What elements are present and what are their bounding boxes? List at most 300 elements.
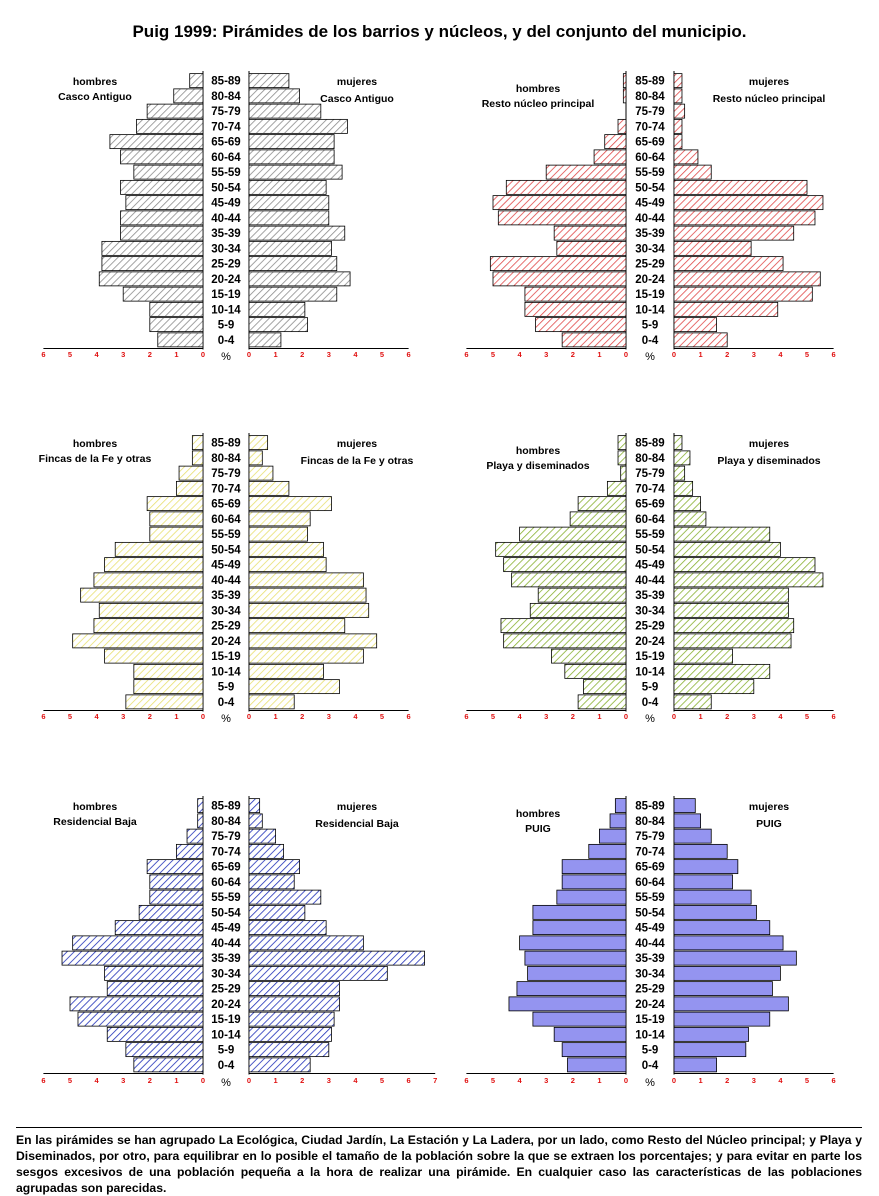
male-bar-70-74 bbox=[618, 119, 626, 133]
age-group-label: 80-84 bbox=[635, 815, 665, 828]
male-bar-15-19 bbox=[78, 1012, 203, 1026]
male-bar-40-44 bbox=[498, 211, 626, 225]
female-header: mujeres bbox=[336, 438, 378, 450]
female-tick-label: 3 bbox=[326, 350, 331, 359]
footnote: En las pirámides se han agrupado La Ecológica, Ciudad Jardín, La Estación y La Ladera, por un lado, como Resto del Núcleo principal; y Playa y Diseminados, por otro, para equilibrar en lo posible el tamaño de la población sobre la que se extraen los porcentajes; y para evitar en parte los sesgos excesivos de una población pequeña a la hora de realizar una pirámide. En cualquier caso las características de las poblaciones agrupadas son parecidas. bbox=[16, 1133, 862, 1195]
age-group-label: 20-24 bbox=[635, 635, 665, 648]
female-bar-55-59 bbox=[249, 890, 321, 904]
female-bar-20-24 bbox=[249, 997, 339, 1011]
female-bar-30-34 bbox=[674, 241, 751, 255]
male-tick-label: 0 bbox=[623, 712, 629, 721]
female-bar-45-49 bbox=[249, 921, 326, 935]
female-header: mujeres bbox=[336, 76, 378, 88]
male-tick-label: 0 bbox=[200, 1076, 206, 1085]
female-bar-75-79 bbox=[249, 104, 321, 118]
age-group-label: 70-74 bbox=[211, 846, 241, 859]
pyramid-4 bbox=[464, 433, 835, 725]
male-bar-75-79 bbox=[599, 829, 626, 843]
female-bar-15-19 bbox=[674, 287, 812, 301]
male-bar-35-39 bbox=[554, 226, 626, 240]
male-tick-label: 6 bbox=[41, 350, 46, 359]
female-tick-label: 2 bbox=[300, 1076, 305, 1085]
age-group-label: 55-59 bbox=[635, 892, 665, 905]
age-group-label: 10-14 bbox=[211, 304, 241, 317]
female-tick-label: 0 bbox=[246, 712, 252, 721]
female-bar-60-64 bbox=[249, 512, 310, 526]
female-tick-label: 5 bbox=[379, 1076, 385, 1085]
male-bar-50-54 bbox=[533, 905, 626, 919]
male-bar-40-44 bbox=[94, 573, 203, 587]
male-bar-55-59 bbox=[150, 890, 203, 904]
male-bar-65-69 bbox=[147, 497, 203, 511]
female-subtitle: Casco Antiguo bbox=[320, 93, 394, 105]
age-group-label: 75-79 bbox=[211, 831, 241, 844]
female-bar-60-64 bbox=[674, 150, 698, 164]
male-bar-10-14 bbox=[107, 1027, 203, 1041]
male-tick-label: 0 bbox=[200, 712, 206, 721]
age-group-label: 25-29 bbox=[635, 983, 665, 996]
female-bar-75-79 bbox=[249, 466, 273, 480]
female-header: mujeres bbox=[336, 801, 378, 813]
male-bar-60-64 bbox=[570, 512, 626, 526]
age-group-label: 10-14 bbox=[211, 666, 241, 679]
male-bar-10-14 bbox=[554, 1027, 626, 1041]
age-group-label: 85-89 bbox=[635, 75, 665, 88]
female-bar-70-74 bbox=[674, 119, 682, 133]
age-group-label: 70-74 bbox=[211, 483, 241, 496]
male-bar-30-34 bbox=[557, 241, 626, 255]
age-group-label: 55-59 bbox=[635, 167, 665, 180]
male-tick-label: 0 bbox=[623, 350, 629, 359]
age-group-label: 20-24 bbox=[635, 273, 665, 286]
male-bar-70-74 bbox=[589, 844, 626, 858]
age-group-label: 35-39 bbox=[635, 590, 665, 603]
female-bar-55-59 bbox=[249, 165, 342, 179]
male-tick-label: 2 bbox=[147, 350, 152, 359]
male-tick-label: 2 bbox=[147, 712, 152, 721]
male-bar-85-89 bbox=[623, 74, 626, 88]
male-tick-label: 1 bbox=[597, 350, 602, 359]
female-tick-label: 6 bbox=[406, 350, 411, 359]
male-bar-65-69 bbox=[605, 135, 626, 149]
male-bar-20-24 bbox=[509, 997, 626, 1011]
male-tick-label: 1 bbox=[174, 712, 179, 721]
age-group-label: 5-9 bbox=[641, 319, 659, 332]
male-bar-30-34 bbox=[105, 966, 203, 980]
female-bar-5-9 bbox=[249, 1043, 329, 1057]
female-bar-40-44 bbox=[674, 573, 823, 587]
female-tick-label: 4 bbox=[778, 1076, 783, 1085]
age-group-label: 65-69 bbox=[211, 861, 241, 874]
age-group-label: 40-44 bbox=[211, 937, 241, 950]
age-group-label: 45-49 bbox=[211, 197, 241, 210]
male-tick-label: 5 bbox=[490, 712, 496, 721]
age-group-label: 50-54 bbox=[211, 544, 241, 557]
age-group-label: 25-29 bbox=[211, 620, 241, 633]
age-group-label: 55-59 bbox=[635, 529, 665, 542]
male-bar-60-64 bbox=[150, 512, 203, 526]
female-tick-label: 2 bbox=[300, 350, 305, 359]
age-group-label: 80-84 bbox=[635, 452, 665, 465]
female-subtitle: Residencial Baja bbox=[315, 818, 399, 830]
female-header: mujeres bbox=[748, 76, 790, 88]
male-bar-60-64 bbox=[150, 875, 203, 889]
male-bar-80-84 bbox=[623, 89, 626, 103]
unit-label: % bbox=[221, 1077, 231, 1089]
male-subtitle: Playa y diseminados bbox=[486, 460, 590, 472]
age-group-label: 20-24 bbox=[211, 635, 241, 648]
female-bar-65-69 bbox=[249, 497, 331, 511]
male-bar-15-19 bbox=[552, 649, 626, 663]
age-group-label: 30-34 bbox=[635, 968, 665, 981]
male-bar-80-84 bbox=[618, 451, 626, 465]
male-bar-25-29 bbox=[102, 257, 203, 271]
female-bar-60-64 bbox=[249, 150, 334, 164]
age-group-label: 65-69 bbox=[211, 498, 241, 511]
male-bar-45-49 bbox=[126, 196, 203, 210]
age-group-label: 65-69 bbox=[635, 136, 665, 149]
age-group-label: 40-44 bbox=[635, 937, 665, 950]
age-group-label: 40-44 bbox=[211, 212, 241, 225]
age-group-label: 60-64 bbox=[211, 513, 241, 526]
female-tick-label: 6 bbox=[831, 350, 836, 359]
female-bar-5-9 bbox=[674, 318, 717, 332]
female-tick-label: 4 bbox=[353, 712, 358, 721]
female-bar-0-4 bbox=[249, 1058, 310, 1072]
female-bar-5-9 bbox=[249, 318, 308, 332]
male-bar-35-39 bbox=[81, 588, 203, 602]
male-tick-label: 6 bbox=[41, 1076, 46, 1085]
male-bar-40-44 bbox=[121, 211, 203, 225]
male-subtitle: Resto núcleo principal bbox=[481, 98, 595, 110]
male-tick-label: 5 bbox=[490, 1076, 496, 1085]
female-bar-5-9 bbox=[674, 680, 754, 694]
age-group-label: 35-39 bbox=[635, 228, 665, 241]
female-tick-label: 0 bbox=[246, 350, 252, 359]
age-group-label: 50-54 bbox=[635, 907, 665, 920]
age-group-label: 30-34 bbox=[635, 605, 665, 618]
male-subtitle: Residencial Baja bbox=[53, 816, 137, 828]
male-subtitle: Casco Antiguo bbox=[58, 91, 132, 103]
pyramid-2 bbox=[464, 71, 835, 363]
male-tick-label: 4 bbox=[94, 712, 99, 721]
age-group-label: 70-74 bbox=[635, 846, 665, 859]
male-bar-40-44 bbox=[520, 936, 626, 950]
male-bar-20-24 bbox=[73, 634, 203, 648]
female-bar-10-14 bbox=[249, 302, 305, 316]
female-tick-label: 5 bbox=[804, 712, 810, 721]
age-group-label: 35-39 bbox=[211, 953, 241, 966]
female-bar-70-74 bbox=[249, 119, 347, 133]
male-bar-25-29 bbox=[107, 982, 203, 996]
unit-label: % bbox=[645, 1077, 655, 1089]
male-tick-label: 3 bbox=[121, 1076, 126, 1085]
male-bar-35-39 bbox=[525, 951, 626, 965]
female-tick-label: 3 bbox=[751, 350, 756, 359]
age-group-label: 5-9 bbox=[641, 681, 659, 694]
age-group-label: 60-64 bbox=[635, 513, 665, 526]
female-tick-label: 2 bbox=[725, 350, 730, 359]
female-subtitle: PUIG bbox=[756, 818, 782, 830]
male-bar-20-24 bbox=[70, 997, 203, 1011]
female-bar-70-74 bbox=[674, 844, 727, 858]
age-group-label: 50-54 bbox=[211, 182, 241, 195]
male-bar-10-14 bbox=[525, 302, 626, 316]
female-bar-10-14 bbox=[674, 302, 778, 316]
male-bar-55-59 bbox=[150, 527, 203, 541]
female-bar-80-84 bbox=[249, 814, 262, 828]
age-group-label: 15-19 bbox=[211, 1014, 241, 1027]
male-bar-50-54 bbox=[121, 180, 203, 194]
female-header: mujeres bbox=[748, 801, 790, 813]
female-tick-label: 6 bbox=[831, 1076, 836, 1085]
female-bar-65-69 bbox=[674, 497, 701, 511]
male-tick-label: 1 bbox=[174, 1076, 179, 1085]
female-bar-10-14 bbox=[249, 1027, 331, 1041]
female-tick-label: 4 bbox=[353, 350, 358, 359]
male-tick-label: 2 bbox=[570, 350, 575, 359]
male-tick-label: 5 bbox=[67, 1076, 73, 1085]
female-bar-0-4 bbox=[674, 1058, 717, 1072]
female-bar-20-24 bbox=[674, 997, 788, 1011]
male-bar-20-24 bbox=[504, 634, 626, 648]
female-bar-50-54 bbox=[674, 542, 780, 556]
female-bar-30-34 bbox=[674, 603, 788, 617]
male-bar-80-84 bbox=[174, 89, 203, 103]
age-group-label: 45-49 bbox=[211, 559, 241, 572]
male-bar-40-44 bbox=[73, 936, 203, 950]
pyramid-5 bbox=[41, 796, 437, 1089]
male-bar-30-34 bbox=[528, 966, 626, 980]
age-group-label: 30-34 bbox=[211, 968, 241, 981]
female-bar-45-49 bbox=[674, 558, 815, 572]
female-tick-label: 0 bbox=[671, 1076, 677, 1085]
female-bar-40-44 bbox=[249, 211, 329, 225]
pyramid-1 bbox=[41, 71, 410, 363]
female-bar-0-4 bbox=[674, 333, 727, 347]
male-tick-label: 3 bbox=[544, 1076, 549, 1085]
male-tick-label: 1 bbox=[174, 350, 179, 359]
female-bar-40-44 bbox=[674, 936, 783, 950]
female-bar-80-84 bbox=[674, 451, 690, 465]
male-bar-70-74 bbox=[176, 481, 203, 495]
female-bar-25-29 bbox=[674, 982, 772, 996]
female-tick-label: 3 bbox=[326, 1076, 331, 1085]
age-group-label: 10-14 bbox=[635, 304, 665, 317]
female-bar-15-19 bbox=[249, 1012, 334, 1026]
male-tick-label: 1 bbox=[597, 712, 602, 721]
male-bar-30-34 bbox=[102, 241, 203, 255]
male-bar-45-49 bbox=[533, 921, 626, 935]
male-tick-label: 3 bbox=[121, 712, 126, 721]
male-header: hombres bbox=[515, 445, 561, 457]
female-bar-85-89 bbox=[249, 436, 268, 450]
female-bar-70-74 bbox=[249, 481, 289, 495]
female-bar-40-44 bbox=[249, 573, 363, 587]
age-group-label: 25-29 bbox=[635, 258, 665, 271]
age-group-label: 30-34 bbox=[211, 243, 241, 256]
female-bar-10-14 bbox=[249, 664, 323, 678]
male-bar-45-49 bbox=[504, 558, 626, 572]
male-bar-65-69 bbox=[110, 135, 203, 149]
male-bar-15-19 bbox=[525, 287, 626, 301]
female-bar-65-69 bbox=[249, 860, 300, 874]
male-tick-label: 1 bbox=[597, 1076, 602, 1085]
age-group-label: 85-89 bbox=[211, 75, 241, 88]
male-bar-85-89 bbox=[615, 799, 626, 813]
age-group-label: 75-79 bbox=[635, 468, 665, 481]
female-bar-45-49 bbox=[674, 921, 770, 935]
female-bar-35-39 bbox=[674, 226, 794, 240]
female-bar-85-89 bbox=[674, 436, 682, 450]
female-bar-20-24 bbox=[249, 272, 350, 286]
male-tick-label: 4 bbox=[94, 350, 99, 359]
age-group-label: 80-84 bbox=[211, 815, 241, 828]
pyramid-3 bbox=[39, 433, 414, 725]
age-group-label: 10-14 bbox=[635, 666, 665, 679]
male-bar-80-84 bbox=[192, 451, 203, 465]
age-group-label: 20-24 bbox=[211, 998, 241, 1011]
male-bar-75-79 bbox=[147, 104, 203, 118]
female-bar-40-44 bbox=[674, 211, 815, 225]
age-group-label: 70-74 bbox=[211, 121, 241, 134]
female-bar-30-34 bbox=[249, 603, 369, 617]
female-bar-50-54 bbox=[249, 542, 323, 556]
male-bar-0-4 bbox=[567, 1058, 626, 1072]
female-bar-65-69 bbox=[674, 135, 682, 149]
female-tick-label: 6 bbox=[406, 1076, 411, 1085]
female-tick-label: 1 bbox=[273, 1076, 278, 1085]
female-bar-45-49 bbox=[674, 196, 823, 210]
male-bar-70-74 bbox=[607, 481, 626, 495]
female-bar-45-49 bbox=[249, 558, 326, 572]
female-subtitle: Resto núcleo principal bbox=[712, 93, 826, 105]
age-group-label: 50-54 bbox=[635, 182, 665, 195]
female-bar-60-64 bbox=[249, 875, 294, 889]
age-group-label: 75-79 bbox=[211, 106, 241, 119]
female-bar-25-29 bbox=[674, 257, 783, 271]
female-bar-10-14 bbox=[674, 1027, 748, 1041]
male-tick-label: 6 bbox=[464, 350, 469, 359]
age-group-label: 80-84 bbox=[211, 452, 241, 465]
male-tick-label: 6 bbox=[41, 712, 46, 721]
male-tick-label: 6 bbox=[464, 712, 469, 721]
female-bar-20-24 bbox=[674, 272, 820, 286]
pyramid-6 bbox=[464, 796, 835, 1089]
male-bar-65-69 bbox=[562, 860, 626, 874]
male-tick-label: 0 bbox=[623, 1076, 629, 1085]
age-group-label: 45-49 bbox=[635, 922, 665, 935]
age-group-label: 0-4 bbox=[217, 334, 235, 347]
female-tick-label: 5 bbox=[804, 350, 810, 359]
male-bar-25-29 bbox=[94, 619, 203, 633]
male-subtitle: Fincas de la Fe y otras bbox=[38, 453, 152, 465]
age-group-label: 75-79 bbox=[211, 468, 241, 481]
male-tick-label: 4 bbox=[94, 1076, 99, 1085]
female-tick-label: 1 bbox=[273, 712, 278, 721]
male-bar-70-74 bbox=[137, 119, 204, 133]
female-tick-label: 3 bbox=[751, 712, 756, 721]
female-bar-50-54 bbox=[249, 905, 305, 919]
age-group-label: 50-54 bbox=[211, 907, 241, 920]
unit-label: % bbox=[221, 713, 231, 725]
female-bar-80-84 bbox=[674, 814, 701, 828]
female-bar-55-59 bbox=[674, 165, 711, 179]
female-bar-65-69 bbox=[674, 860, 738, 874]
male-bar-35-39 bbox=[121, 226, 203, 240]
age-group-label: 0-4 bbox=[641, 1059, 659, 1072]
male-tick-label: 2 bbox=[570, 712, 575, 721]
age-group-label: 10-14 bbox=[635, 1029, 665, 1042]
age-group-label: 10-14 bbox=[211, 1029, 241, 1042]
female-bar-60-64 bbox=[674, 512, 706, 526]
female-bar-0-4 bbox=[249, 333, 281, 347]
age-group-label: 30-34 bbox=[211, 605, 241, 618]
female-tick-label: 1 bbox=[698, 712, 703, 721]
age-group-label: 75-79 bbox=[635, 831, 665, 844]
age-group-label: 65-69 bbox=[211, 136, 241, 149]
age-group-label: 70-74 bbox=[635, 483, 665, 496]
female-bar-55-59 bbox=[249, 527, 308, 541]
age-group-label: 25-29 bbox=[635, 620, 665, 633]
male-tick-label: 3 bbox=[121, 350, 126, 359]
female-tick-label: 5 bbox=[804, 1076, 810, 1085]
female-bar-70-74 bbox=[249, 844, 284, 858]
female-bar-5-9 bbox=[249, 680, 339, 694]
female-tick-label: 2 bbox=[300, 712, 305, 721]
page-title: Puig 1999: Pirámides de los barrios y núcleos, y del conjunto del municipio. bbox=[132, 22, 747, 41]
female-bar-50-54 bbox=[674, 905, 756, 919]
female-bar-75-79 bbox=[674, 104, 685, 118]
male-bar-75-79 bbox=[179, 466, 203, 480]
female-tick-label: 5 bbox=[379, 350, 385, 359]
male-bar-5-9 bbox=[562, 1043, 626, 1057]
age-group-label: 0-4 bbox=[641, 696, 659, 709]
male-bar-35-39 bbox=[538, 588, 626, 602]
male-bar-60-64 bbox=[121, 150, 203, 164]
female-bar-15-19 bbox=[674, 649, 733, 663]
male-bar-0-4 bbox=[562, 333, 626, 347]
male-bar-45-49 bbox=[493, 196, 626, 210]
male-bar-15-19 bbox=[105, 649, 203, 663]
male-bar-5-9 bbox=[134, 680, 203, 694]
age-group-label: 30-34 bbox=[635, 243, 665, 256]
age-group-label: 60-64 bbox=[635, 876, 665, 889]
male-bar-5-9 bbox=[126, 1043, 203, 1057]
female-tick-label: 4 bbox=[778, 350, 783, 359]
male-bar-65-69 bbox=[147, 860, 203, 874]
male-bar-5-9 bbox=[150, 318, 203, 332]
male-bar-80-84 bbox=[610, 814, 626, 828]
male-bar-20-24 bbox=[493, 272, 626, 286]
female-tick-label: 6 bbox=[406, 712, 411, 721]
female-subtitle: Fincas de la Fe y otras bbox=[300, 455, 414, 467]
female-bar-80-84 bbox=[674, 89, 682, 103]
female-bar-80-84 bbox=[249, 451, 262, 465]
male-tick-label: 4 bbox=[517, 350, 522, 359]
male-bar-65-69 bbox=[578, 497, 626, 511]
male-bar-50-54 bbox=[496, 542, 626, 556]
age-group-label: 45-49 bbox=[211, 922, 241, 935]
male-bar-55-59 bbox=[134, 165, 203, 179]
age-group-label: 20-24 bbox=[211, 273, 241, 286]
male-bar-45-49 bbox=[115, 921, 203, 935]
unit-label: % bbox=[221, 351, 231, 363]
male-bar-30-34 bbox=[99, 603, 203, 617]
female-bar-70-74 bbox=[674, 481, 693, 495]
female-bar-35-39 bbox=[674, 951, 796, 965]
age-group-label: 85-89 bbox=[211, 800, 241, 813]
